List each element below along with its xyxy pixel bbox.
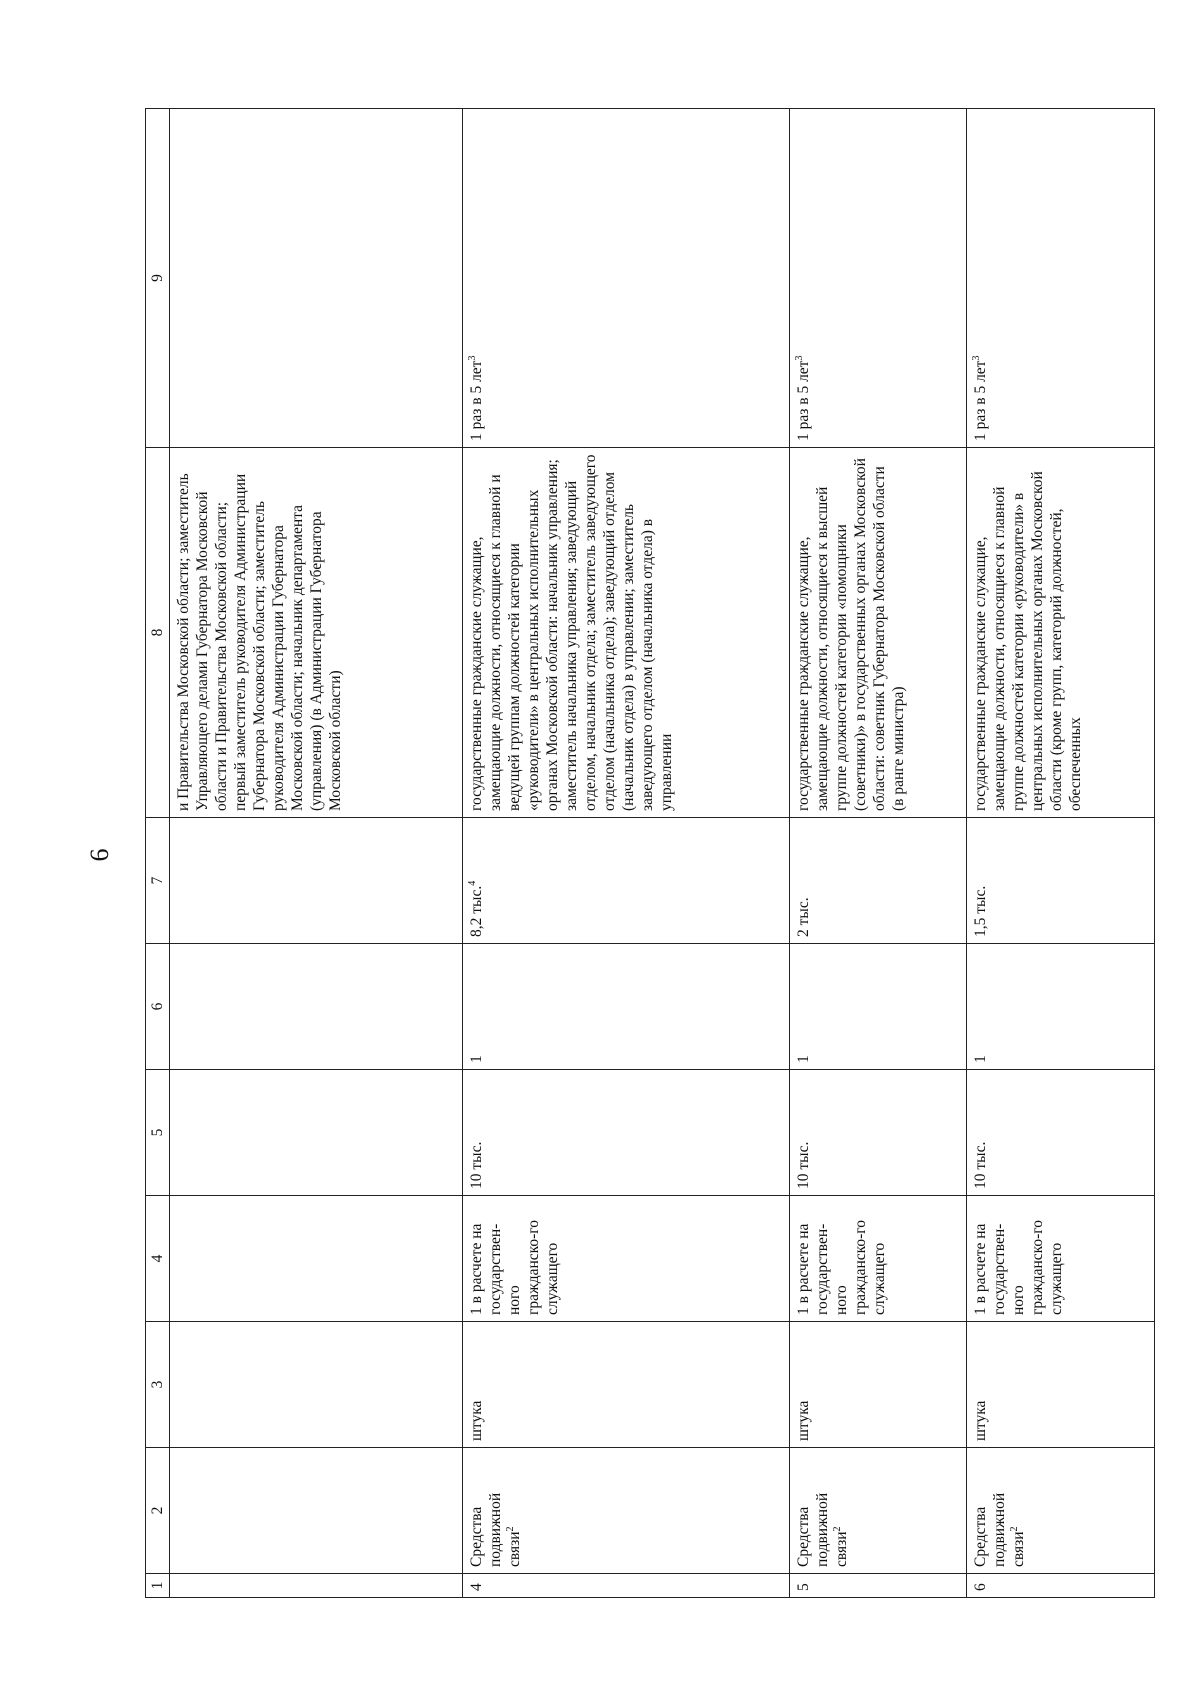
period-cell: [789, 109, 966, 448]
header-row: [146, 109, 170, 1598]
count-cell: 1: [789, 944, 966, 1070]
rotated-table-container: [145, 108, 1155, 1598]
count-cell: 1: [967, 944, 1155, 1070]
table-cell: [170, 1070, 463, 1196]
footnote-mark: 2: [1008, 1526, 1020, 1532]
quantity-cell: 1 в расчете на государствен-ного гражданско-го служащего: [967, 1196, 1155, 1322]
table-cell: [170, 109, 463, 448]
cost-cell: [462, 818, 789, 944]
cost-value: 1,5 тыс.: [972, 885, 989, 937]
item-name: Средства подвижной связи: [972, 1492, 1027, 1567]
period-value: 1 раз в 5 лет: [972, 360, 989, 441]
table-cell: [170, 1574, 463, 1598]
header-col-6: 6: [146, 944, 170, 1070]
unit-cell: штука: [462, 1322, 789, 1448]
table-cell: [170, 1196, 463, 1322]
price-cell: 10 тыс.: [789, 1070, 966, 1196]
header-col-4: 4: [146, 1196, 170, 1322]
category-cell: государственные гражданские служащие, замещающие должности, относящиеся к высшей группе должностей категории «помощники (советники)» в государственных органах Московской области: советник Губернатора Московской области (в ранге министра): [789, 448, 966, 818]
page-number: 6: [85, 848, 114, 862]
table-cell: [170, 944, 463, 1070]
item-name: Средства подвижной связи: [467, 1492, 523, 1567]
norms-table: [145, 108, 1155, 1598]
period-cell: [462, 109, 789, 448]
header-col-1: 1: [146, 1574, 170, 1598]
header-col-5: 5: [146, 1070, 170, 1196]
item-name-cell: [789, 1448, 966, 1574]
footnote-mark: 3: [793, 355, 805, 361]
quantity-cell: 1 в расчете на государствен-ного гражданско-го служащего: [462, 1196, 789, 1322]
item-name-cell: [462, 1448, 789, 1574]
header-col-7: 7: [146, 818, 170, 944]
item-name-cell: [967, 1448, 1155, 1574]
footnote-mark: 4: [466, 880, 478, 886]
footnote-mark: 3: [466, 355, 478, 361]
continuation-row: [170, 109, 463, 1598]
quantity-cell: 1 в расчете на государствен-ного гражданско-го служащего: [789, 1196, 966, 1322]
header-col-8: 8: [146, 448, 170, 818]
footnote-mark: 3: [970, 355, 982, 361]
table-row: [789, 109, 966, 1598]
cost-value: 8,2 тыс.: [467, 885, 485, 937]
header-col-2: 2: [146, 1448, 170, 1574]
cost-cell: [967, 818, 1155, 944]
unit-cell: штука: [967, 1322, 1155, 1448]
period-value: 1 раз в 5 лет: [794, 360, 812, 441]
unit-cell: штука: [789, 1322, 966, 1448]
row-number-cell: 5: [789, 1574, 966, 1598]
table-cell: [170, 818, 463, 944]
period-value: 1 раз в 5 лет: [467, 360, 485, 441]
cost-value: 2 тыс.: [794, 897, 812, 937]
footnote-mark: 2: [831, 1526, 843, 1532]
header-col-9: 9: [146, 109, 170, 448]
row-number-cell: 4: [462, 1574, 789, 1598]
row-number-cell: 6: [967, 1574, 1155, 1598]
table-row: [967, 109, 1155, 1598]
period-cell: [967, 109, 1155, 448]
item-name: Средства подвижной связи: [794, 1492, 850, 1567]
header-col-3: 3: [146, 1322, 170, 1448]
count-cell: 1: [462, 944, 789, 1070]
cost-cell: [789, 818, 966, 944]
category-cell: государственные гражданские служащие, замещающие должности, относящиеся к главной и ведущей группам должностей категории «руководители» в центральных исполнительных органах Московской области: начальник управления; заместитель начальника управления; заведующий отделом, начальник отдела; заместитель заведующего отделом (начальника отдела); заведующий отделом (начальник отдела) в управлении; заместитель заведующего отделом (начальника отдела) в управлении: [462, 448, 789, 818]
continuation-category-cell: и Правительства Московской области; заместитель Управляющего делами Губернатора Московской области и Правительства Московской области; первый заместитель руководителя Администрации Губернатора Московской области; заместитель руководителя Администрации Губернатора Московской области; начальник департамента (управления) (в Администрации Губернатора Московской области): [170, 448, 463, 818]
price-cell: 10 тыс.: [462, 1070, 789, 1196]
category-cell: государственные гражданские служащие, замещающие должности, относящиеся к главной группе должностей категории «руководители» в центральных исполнительных органах Московской области (кроме групп, категорий должностей, обеспеченных: [967, 448, 1155, 818]
table-row: [462, 109, 789, 1598]
table-cell: [170, 1448, 463, 1574]
table-cell: [170, 1322, 463, 1448]
footnote-mark: 2: [504, 1526, 516, 1532]
price-cell: 10 тыс.: [967, 1070, 1155, 1196]
